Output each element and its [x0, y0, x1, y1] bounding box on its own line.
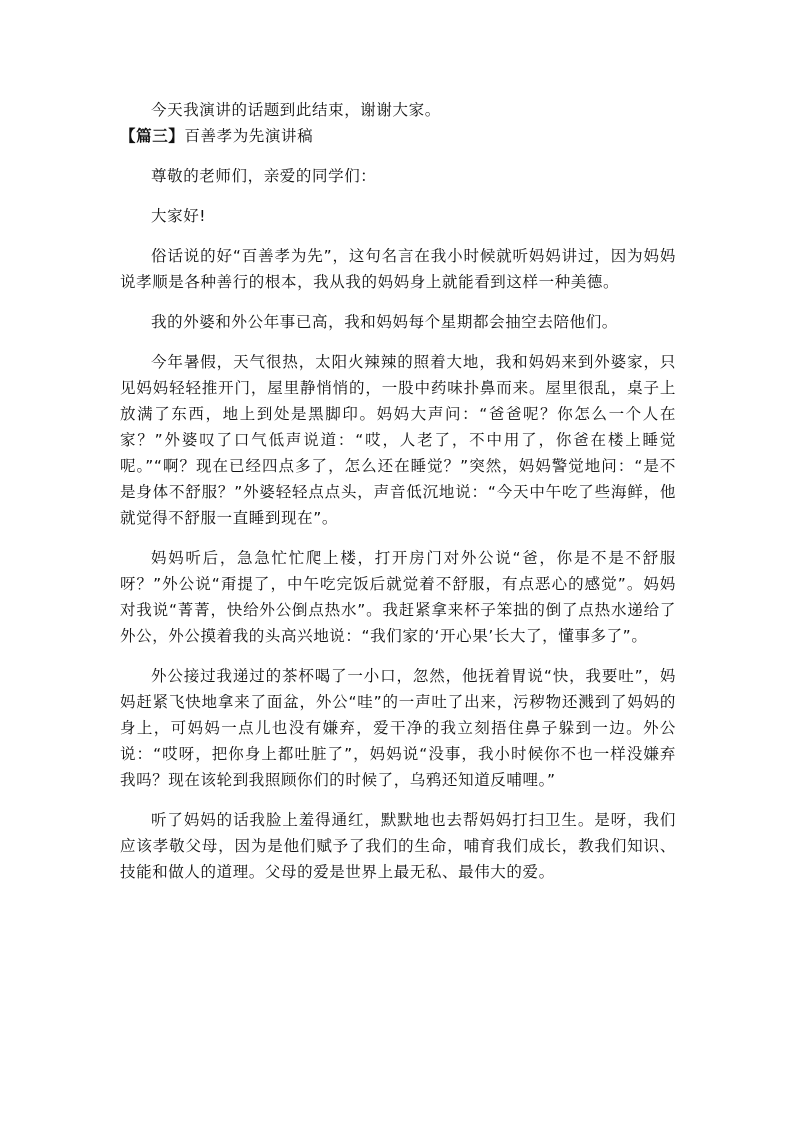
paragraph: 我的外婆和外公年事已高，我和妈妈每个星期都会抽空去陪他们。	[151, 313, 618, 331]
paragraph: 外公接过我递过的茶杯喝了一小口，忽然，他抚着胃说“快，我要吐”，妈妈赶紧飞快地拿来了面盆，外公“哇”的一声吐了出来，污秽物还溅到了妈妈的身上，可妈妈一点儿也没有嫌弃，爱干净的我立刻捂住鼻子躲到一边。外公说：“哎呀，把你身上都吐脏了”，妈妈说“没事，我小时候你不也一样没嫌弃我吗？现在该轮到我照顾你们的时候了，乌鸦还知道反哺哩。”	[120, 667, 676, 789]
paragraph: 妈妈听后，急急忙忙爬上楼，打开房门对外公说“爸，你是不是不舒服呀？”外公说“甭提了，中午吃完饭后就觉着不舒服，有点恶心的感觉”。妈妈对我说“菁菁，快给外公倒点热水”。我赶紧拿来杯子笨拙的倒了点热水递给了外公，外公摸着我的头高兴地说：“我们家的‘开心果’长大了，懂事多了”。	[120, 549, 676, 645]
section-heading	[120, 123, 676, 149]
salutation: 尊敬的老师们，亲爱的同学们：	[151, 167, 377, 185]
closing-line: 今天我演讲的话题到此结束，谢谢大家。	[151, 101, 441, 119]
document-body	[120, 97, 676, 885]
paragraph: 听了妈妈的话我脸上羞得通红，默默地也去帮妈妈打扫卫生。是呀，我们应该孝敬父母，因为是他们赋予了我们的生命，哺育我们成长，教我们知识、技能和做人的道理。父母的爱是世界上最无私、最伟大的爱。	[120, 811, 676, 881]
paragraph: 今年暑假，天气很热，太阳火辣辣的照着大地，我和妈妈来到外婆家，只见妈妈轻轻推开门，屋里静悄悄的，一股中药味扑鼻而来。屋里很乱，桌子上放满了东西，地上到处是黑脚印。妈妈大声问：“爸爸呢？你怎么一个人在家？”外婆叹了口气低声说道：“哎，人老了，不中用了，你爸在楼上睡觉呢。”“啊？现在已经四点多了，怎么还在睡觉？”突然，妈妈警觉地问：“是不是身体不舒服？”外婆轻轻点点头，声音低沉地说：“今天中午吃了些海鲜，他就觉得不舒服一直睡到现在”。	[120, 353, 676, 527]
section-title: 百善孝为先演讲稿	[184, 127, 314, 145]
section-tag: 【篇三】	[120, 127, 185, 145]
paragraph: 俗话说的好“百善孝为先”，这句名言在我小时候就听妈妈讲过，因为妈妈说孝顺是各种善行的根本，我从我的妈妈身上就能看到这样一种美德。	[120, 247, 676, 291]
greeting: 大家好!	[151, 207, 207, 225]
